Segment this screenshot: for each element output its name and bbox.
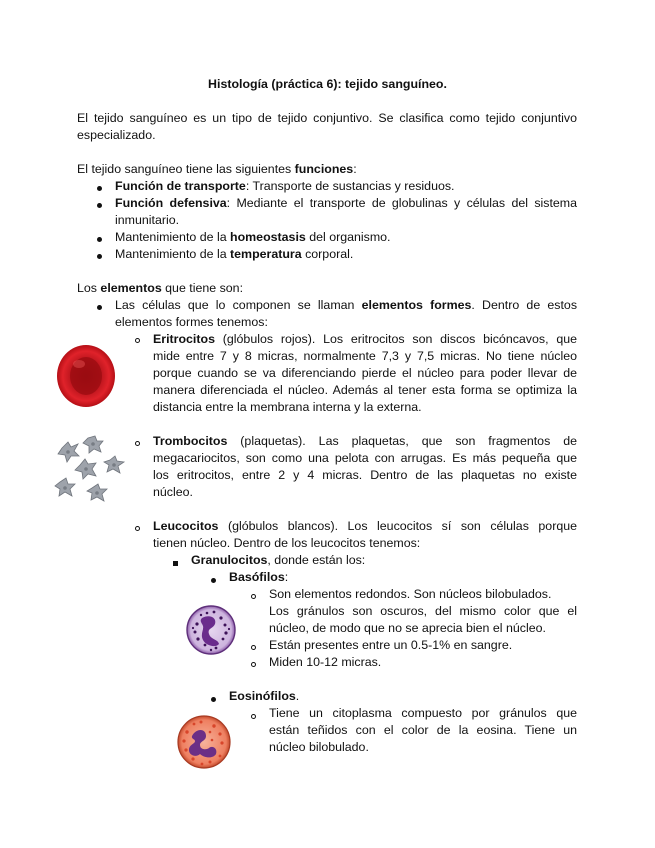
platelets-illustration [52,432,132,508]
functions-intro: El tejido sanguíneo tiene las siguientes funciones: [77,162,357,176]
bullet-circle [251,655,256,672]
cells-line-2: elementos formes tenemos: [115,315,268,329]
basofilos-a2: Los gránulos son oscuros, del mismo color que el [269,604,577,618]
bullet-dot [97,247,102,264]
granulocitos-line: Granulocitos, donde están los: [191,553,366,567]
basofilos-heading: Basófilos: [229,570,289,584]
basofilos-a3: núcleo, de modo que no se aprecia bien el núcleo. [269,621,546,635]
bullet-square [173,554,178,571]
bullet-circle [251,638,256,655]
eritrocitos-line-2: mide entre 7 y 8 micras, normalmente 7,3 y 7,5 micras. No tiene núcleo [153,349,577,363]
function-item-defensive: Función defensiva: Mediante el transporte de globulinas y células del sistema [115,196,578,210]
eosinophil-illustration [176,714,232,770]
bullet-circle [251,707,256,724]
bullet-dot [97,230,102,247]
bullet-dot [97,196,102,213]
leucocitos-line-1: Leucocitos (glóbulos blancos). Los leucocitos sí son células porque [153,519,577,533]
basofilos-c1: Miden 10-12 micras. [269,655,382,669]
trombocitos-line-4: núcleo. [153,485,193,499]
function-item-temperature: Mantenimiento de la temperatura corporal. [115,247,354,261]
elements-intro: Los elementos que tiene son: [77,281,244,295]
eritrocitos-line-4: manera diferenciada el núcleo. Además al tener esta forma se optimiza la [153,383,577,397]
function-item-homeostasis: Mantenimiento de la homeostasis del organismo. [115,230,391,244]
basophil-illustration [185,604,237,656]
bullet-circle [135,434,140,451]
eritrocitos-line-3: porque cuando se va diferenciando pierde el núcleo para poder llevar de [153,366,577,380]
bullet-dot [97,298,102,315]
cells-line-1: Las células que lo componen se llaman elementos formes. Dentro de estos [115,298,578,312]
bullet-circle [135,519,140,536]
eritrocitos-line-5: distancia entre la membrana interna y la externa. [153,400,422,414]
page-title: Histología (práctica 6): tejido sanguíneo. [208,77,447,91]
intro-line-1: El tejido sanguíneo es un tipo de tejido conjuntivo. Se clasifica como tejido conjuntivo [77,111,577,125]
bullet-dot [97,179,102,196]
eosinofilos-a1: Tiene un citoplasma compuesto por gránulos que [269,706,577,720]
trombocitos-line-2: megacariocitos, son como una pelota con arrugas. Es más pequeña que [153,451,577,465]
bullet-circle [135,331,140,348]
basofilos-b1: Están presentes entre un 0.5-1% en sangre. [269,638,513,652]
erythrocyte-illustration [54,344,118,408]
bullet-dot [211,690,216,707]
function-item-defensive-cont: inmunitario. [115,213,180,227]
function-item-transport: Función de transporte: Transporte de sustancias y residuos. [115,179,455,193]
bullet-circle [251,587,256,604]
leucocitos-line-2: tienen núcleo. Dentro de los leucocitos tenemos: [153,536,421,550]
bullet-dot [211,571,216,588]
eosinofilos-a2: están teñidos con el color de la eosina. Tiene un [269,723,577,737]
eosinofilos-a3: núcleo bilobulado. [269,740,369,754]
trombocitos-line-3: los eritrocitos, entre 2 y 4 micras. Dentro de las plaquetas no existe [153,468,577,482]
basofilos-a1: Son elementos redondos. Son núcleos bilobulados. [269,587,552,601]
eritrocitos-line-1: Eritrocitos (glóbulos rojos). Los eritrocitos son discos bicóncavos, que [153,332,577,346]
eosinofilos-heading: Eosinófilos. [229,689,300,703]
intro-line-2: especializado. [77,128,156,142]
trombocitos-line-1: Trombocitos (plaquetas). Las plaquetas, que son fragmentos de [153,434,577,448]
